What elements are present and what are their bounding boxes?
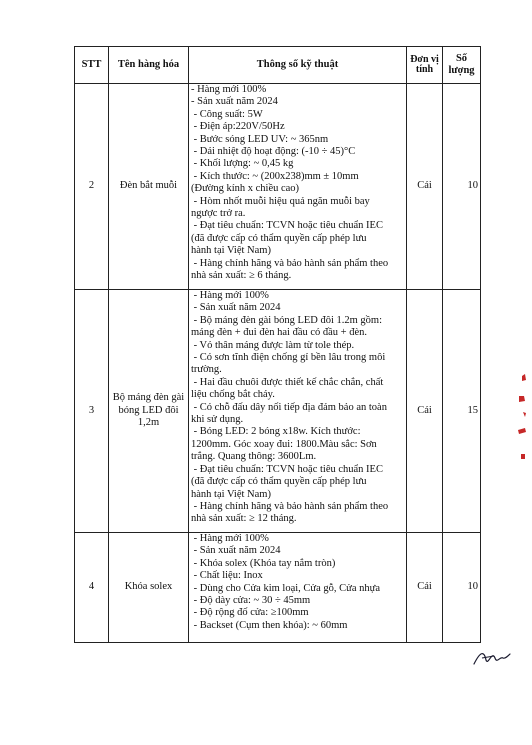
row-unit: Cái — [407, 533, 443, 643]
spec-line: - Hàng chính hãng và bảo hành sản phẩm theo — [191, 257, 389, 269]
spec-line: - Hàng mới 100% — [191, 533, 269, 544]
spec-line: - Hòm nhốt muỗi hiệu quả ngăn muỗi bay — [191, 195, 370, 207]
row-quantity: 10 — [443, 533, 481, 643]
row-stt: 2 — [75, 84, 109, 290]
row-item-name: Bộ máng đèn gài bóng LED đôi 1,2m — [109, 290, 189, 533]
table-header-row — [75, 47, 481, 84]
spec-line: nhà sản xuất: ≥ 6 tháng. — [191, 270, 292, 282]
spec-line: - Hàng mới 100% — [191, 84, 267, 95]
table-row — [75, 290, 481, 533]
table-row — [75, 533, 481, 643]
spec-line: (Đường kính x chiều cao) — [191, 183, 300, 195]
header-item-name: Tên hàng hóa — [109, 47, 189, 84]
spec-line: - Có sơn tĩnh điện chống gỉ bền lâu trong môi — [191, 352, 386, 364]
spec-line: - Sản xuất năm 2024 — [191, 545, 281, 557]
spec-line: trắng. Quang thông: 3600Lm. — [191, 451, 317, 463]
spec-line: - Công suất: 5W — [191, 108, 263, 120]
row-stt: 4 — [75, 533, 109, 643]
spec-line: hành tại Việt Nam) — [191, 488, 271, 500]
spec-line: ngược trở ra. — [191, 208, 246, 220]
spec-line: - Chất liệu: Inox — [191, 570, 263, 582]
table-row — [75, 84, 481, 290]
row-specifications — [189, 290, 407, 533]
row-quantity: 10 — [443, 84, 481, 290]
spec-line: khi sử dụng. — [191, 414, 244, 426]
spec-line: - Bóng LED: 2 bóng x18w. Kích thước: — [191, 426, 361, 438]
spec-line: - Có chỗ đấu dây nối tiếp địa đảm bảo an toàn — [191, 401, 387, 413]
spec-line: - Dùng cho Cửa kim loại, Cửa gỗ, Cửa nhựa — [191, 582, 380, 594]
spec-line: - Đạt tiêu chuẩn: TCVN hoặc tiêu chuẩn IEC — [191, 463, 383, 475]
spec-line: liệu chống bắt cháy. — [191, 389, 275, 401]
spec-line: hành tại Việt Nam) — [191, 245, 271, 257]
spec-line: - Kích thước: ~ (200x238)mm ± 10mm — [191, 170, 359, 182]
spec-line: - Vỏ thân máng được làm từ tole thép. — [191, 339, 355, 351]
spec-line: - Đạt tiêu chuẩn: TCVN hoặc tiêu chuẩn IEC — [191, 220, 383, 232]
margin-stamp-marks — [512, 370, 530, 470]
row-item-name: Đèn bắt muỗi — [109, 84, 189, 290]
spec-line: - Backset (Cụm then khóa): ~ 60mm — [191, 619, 348, 631]
spec-line: trường. — [191, 364, 222, 376]
header-stt: STT — [75, 47, 109, 84]
spec-line: - Độ dày cửa: ~ 30 ÷ 45mm — [191, 595, 311, 607]
row-item-name: Khóa solex — [109, 533, 189, 643]
spec-line: (đã được cấp có thẩm quyền cấp phép lưu — [191, 232, 367, 244]
header-quantity: Số lượng — [443, 47, 481, 84]
spec-line: - Khối lượng: ~ 0,45 kg — [191, 158, 294, 170]
spec-line: - Khóa solex (Khóa tay nắm tròn) — [191, 557, 336, 569]
spec-line: 1200mm. Góc xoay đui: 1800.Màu sắc: Sơn — [191, 438, 377, 450]
row-unit: Cái — [407, 290, 443, 533]
spec-line: - Bước sóng LED UV: ~ 365nm — [191, 133, 329, 145]
row-unit: Cái — [407, 84, 443, 290]
spec-line: - Độ rộng đố cửa: ≥100mm — [191, 607, 309, 619]
spec-line: - Hai đầu chuôi được thiết kế chắc chắn, chất — [191, 376, 384, 388]
spec-line: - Hàng chính hãng và bảo hành sản phẩm theo — [191, 500, 389, 512]
specification-table — [74, 46, 481, 643]
row-stt: 3 — [75, 290, 109, 533]
header-unit: Đơn vị tính — [407, 47, 443, 84]
spec-line: - Sản xuất năm 2024 — [191, 96, 278, 108]
spec-line: máng đèn + đui đèn hai đầu có đầu + đèn. — [191, 327, 368, 339]
spec-line: (đã được cấp có thẩm quyền cấp phép lưu — [191, 476, 367, 488]
row-specifications — [189, 533, 407, 643]
spec-line: - Điện áp:220V/50Hz — [191, 121, 285, 133]
spec-line: nhà sản xuất: ≥ 12 tháng. — [191, 513, 297, 525]
spec-line: - Sản xuất năm 2024 — [191, 302, 281, 314]
spec-line: - Hàng mới 100% — [191, 290, 269, 301]
row-quantity: 15 — [443, 290, 481, 533]
spec-line: - Bộ máng đèn gài bóng LED đôi 1.2m gồm: — [191, 314, 383, 326]
header-specifications: Thông số kỹ thuật — [189, 47, 407, 84]
signature-initials — [472, 646, 512, 668]
row-specifications — [189, 84, 407, 290]
spec-line: - Dải nhiệt độ hoạt động: (-10 ÷ 45)°C — [191, 146, 356, 158]
